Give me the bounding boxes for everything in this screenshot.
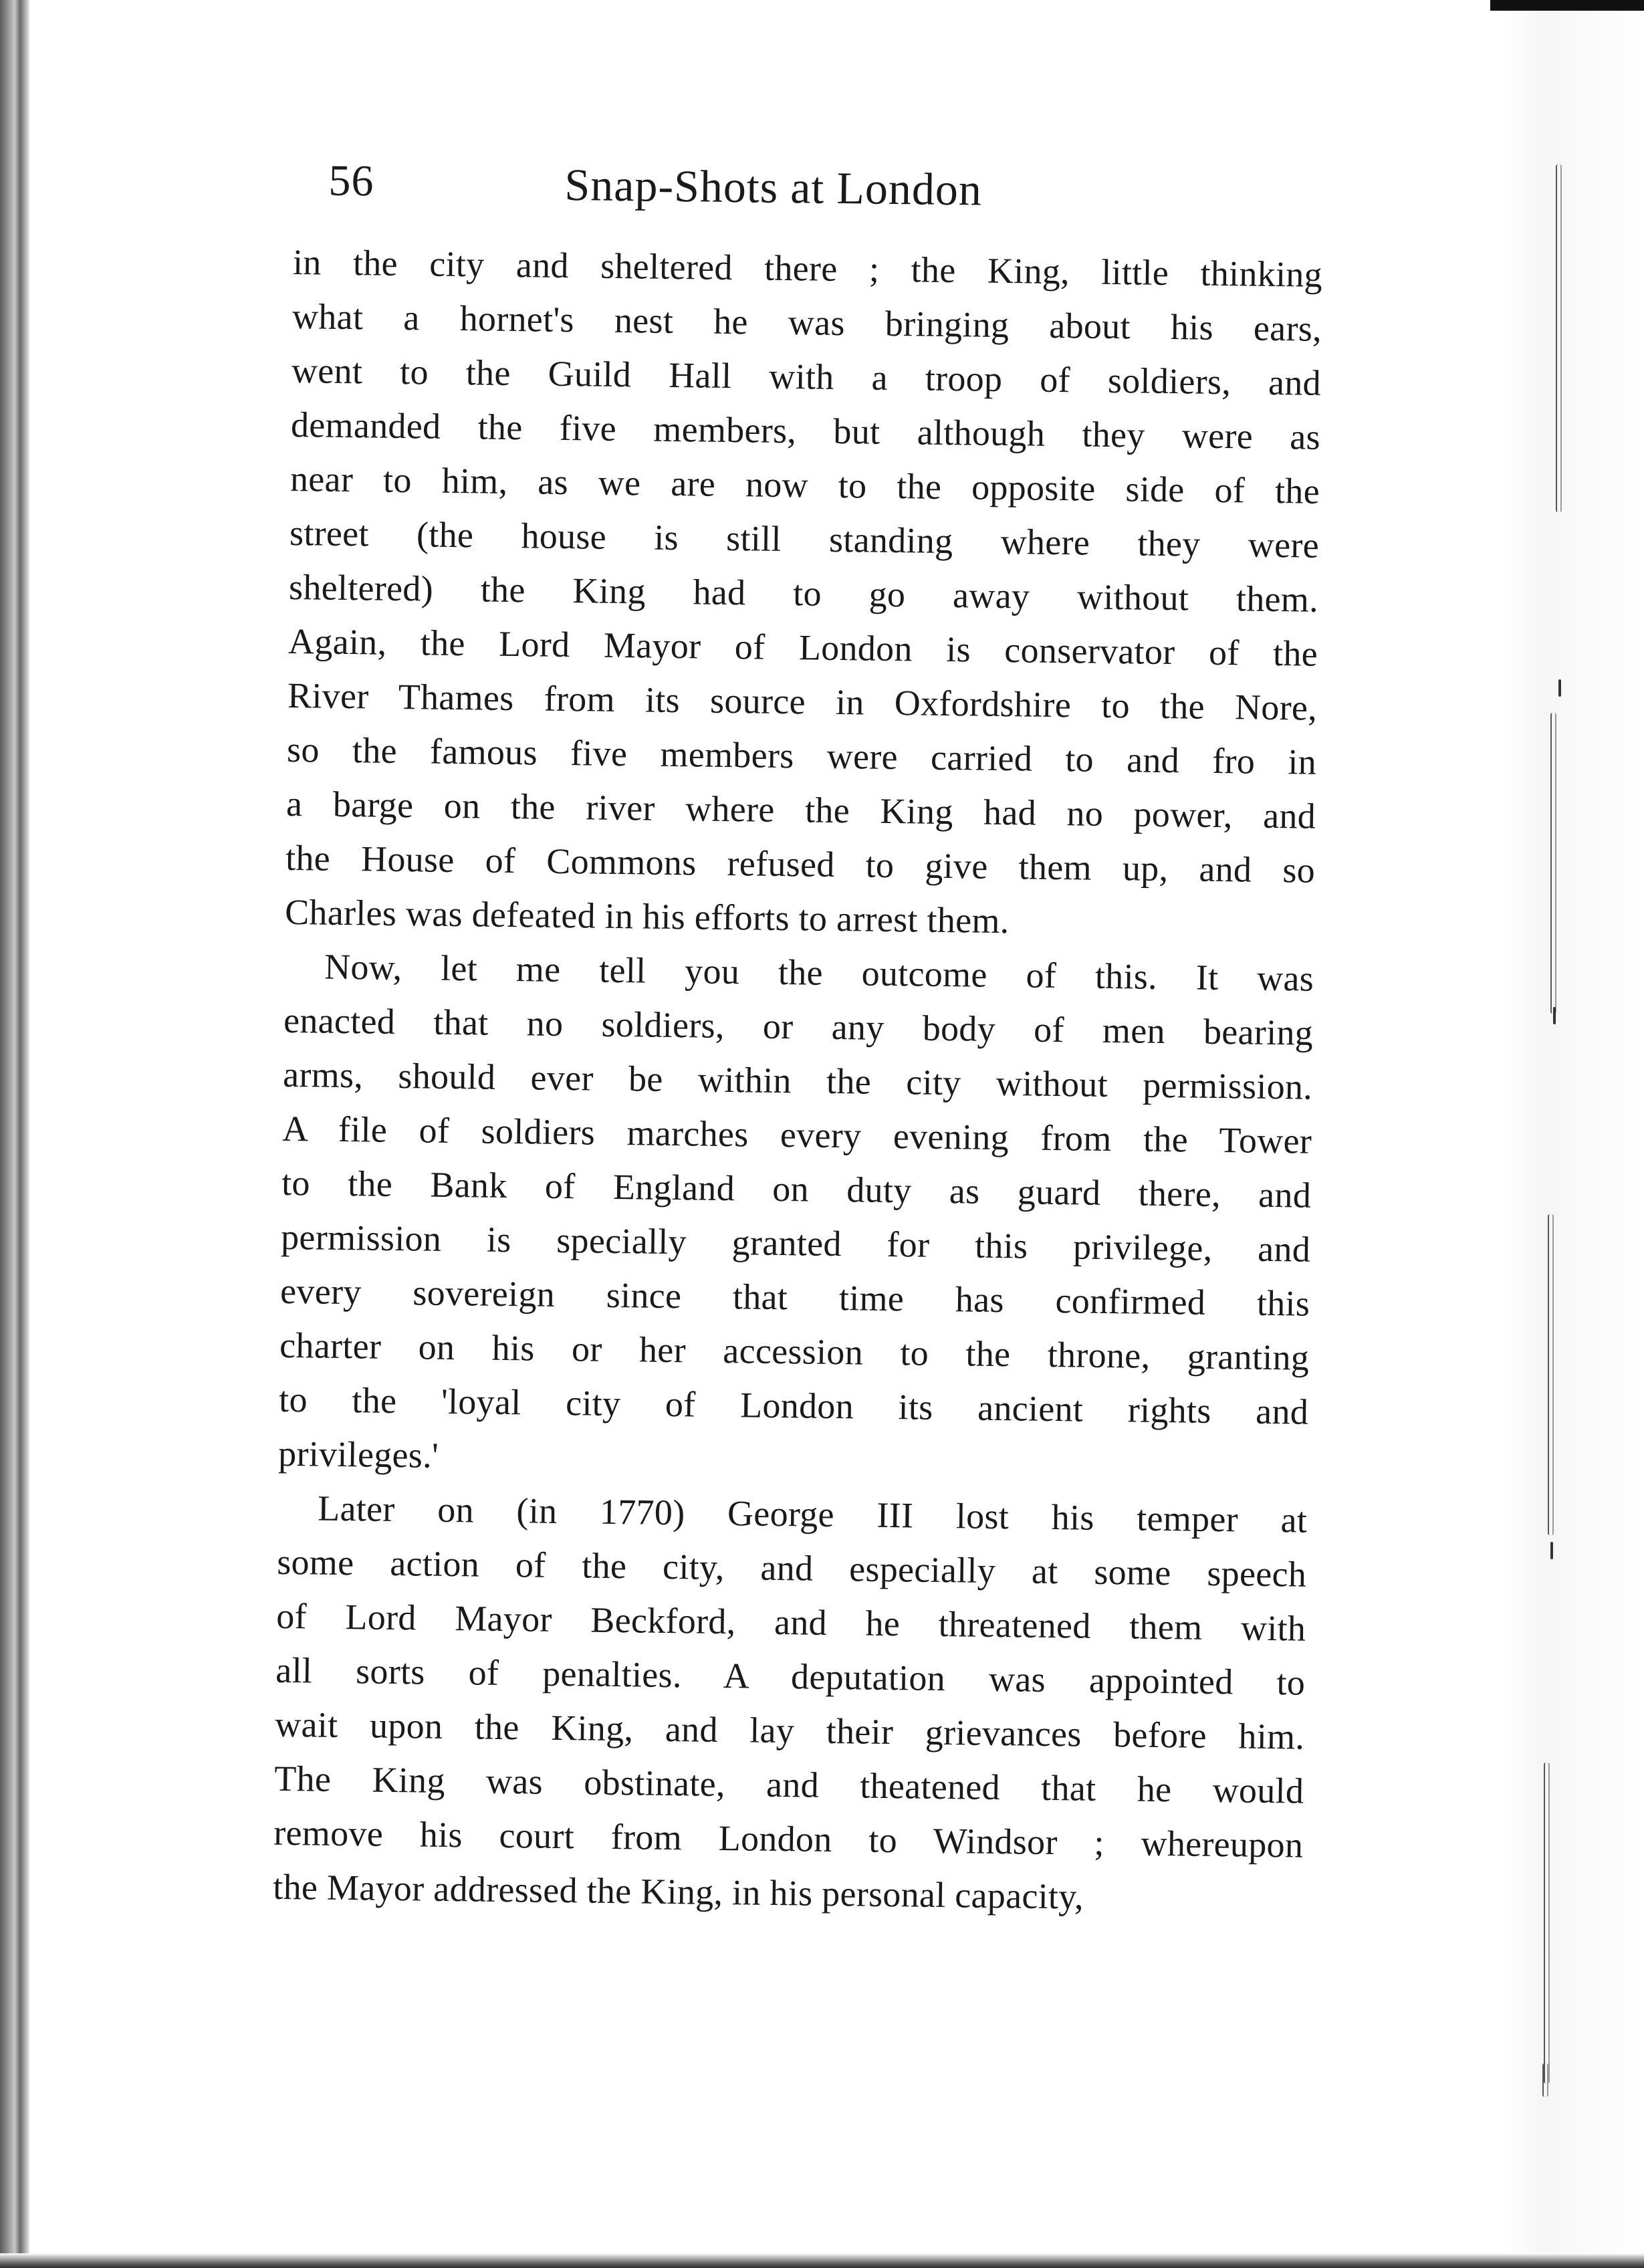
paragraph — [285, 235, 1323, 952]
gutter-line — [1550, 713, 1556, 1014]
text-line: River Thames from its source in Oxfordshire to the Nore, — [287, 675, 1318, 728]
text-line: remove his court from London to Windsor ; whereupon — [273, 1812, 1304, 1865]
text-line: Charles was defeated in his efforts to arrest them. — [284, 891, 1010, 941]
text-line: Later on (in 1770) George III lost his temper at — [317, 1488, 1308, 1541]
text-line: permission is specially granted for this privilege, and — [280, 1216, 1311, 1270]
scan-bottom-edge — [0, 2253, 1644, 2268]
page-number: 56 — [328, 156, 374, 206]
text-line: every sovereign since that time has confirmed this — [279, 1270, 1310, 1324]
gutter-mark — [1558, 679, 1561, 697]
gutter-line — [1556, 164, 1562, 512]
text-line: the House of Commons refused to give them up, and so — [285, 837, 1316, 891]
text-line: wait upon the King, and lay their grievances before him. — [274, 1704, 1305, 1757]
running-head — [293, 155, 1324, 248]
text-line: so the famous five members were carried to and fro in — [286, 729, 1317, 782]
text-line: The King was obstinate, and theatened that he would — [273, 1758, 1304, 1811]
text-line: Now, let me tell you the outcome of this. It was — [324, 946, 1314, 999]
book-page — [273, 155, 1324, 1927]
paragraph — [278, 939, 1314, 1494]
text-line: in the city and sheltered there ; the King, little thinking — [292, 241, 1323, 295]
scan-left-edge — [0, 0, 29, 2268]
scan-right-gutter — [1504, 11, 1644, 2253]
text-line: all sorts of penalties. A deputation was appointed to — [275, 1650, 1306, 1703]
text-line: what a hornet's nest he was bringing about his ears, — [291, 296, 1322, 349]
text-line: a barge on the river where the King had no power, and — [285, 783, 1316, 836]
gutter-mark — [1553, 1007, 1556, 1024]
gutter-line — [1548, 1214, 1554, 1535]
text-line: enacted that no soldiers, or any body of men bearing — [283, 1000, 1314, 1053]
text-line: of Lord Mayor Beckford, and he threatened them with — [275, 1595, 1306, 1649]
text-line: A file of soldiers marches every evening from the Tower — [281, 1108, 1312, 1161]
text-line: charter on his or her accession to the throne, granting — [279, 1325, 1310, 1378]
text-line: arms, should ever be within the city without permission. — [282, 1054, 1313, 1107]
text-line: to the Bank of England on duty as guard there, and — [281, 1162, 1312, 1216]
body-text — [273, 235, 1323, 1927]
text-line: the Mayor addressed the King, in his personal capacity, — [272, 1866, 1084, 1917]
text-line: street (the house is still standing where they were — [289, 512, 1320, 566]
gutter-line — [1542, 2063, 1548, 2097]
running-title: Snap-Shots at London — [564, 158, 983, 215]
text-line: some action of the city, and especially at some speech — [276, 1541, 1307, 1595]
scan-top-right-corner — [1490, 0, 1644, 11]
paragraph — [273, 1481, 1308, 1927]
text-line: went to the Guild Hall with a troop of soldiers, and — [291, 350, 1322, 403]
text-line: near to him, as we are now to the opposite side of the — [289, 458, 1320, 512]
gutter-line — [1544, 1763, 1550, 2083]
text-line: sheltered) the King had to go away without them. — [288, 566, 1319, 620]
text-line: demanded the five members, but although they were as — [290, 404, 1321, 457]
gutter-mark — [1550, 1542, 1553, 1559]
text-line: Again, the Lord Mayor of London is conservator of the — [287, 620, 1318, 674]
text-line: to the 'loyal city of London its ancient rights and — [278, 1379, 1309, 1432]
text-line: privileges.' — [277, 1433, 439, 1476]
